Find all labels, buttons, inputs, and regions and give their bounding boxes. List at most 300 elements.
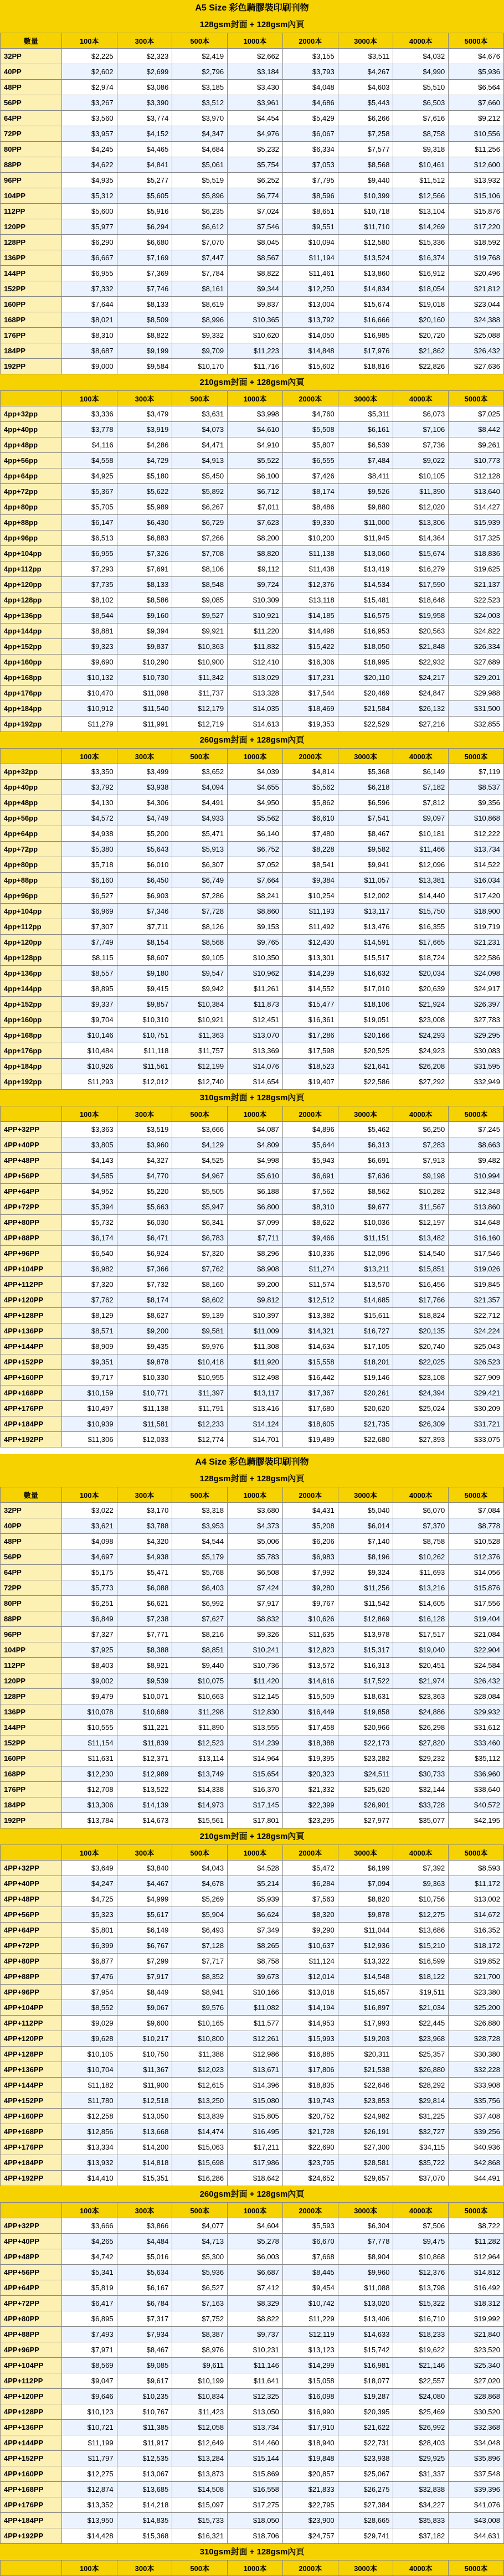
price-cell: $7,541	[338, 811, 393, 826]
price-cell: $11,221	[117, 1720, 172, 1735]
table-row	[1, 1323, 504, 1339]
price-cell: $26,132	[393, 701, 449, 717]
price-cell: $11,890	[172, 1720, 228, 1735]
table-row	[1, 1215, 504, 1230]
price-cell: $10,704	[61, 2062, 117, 2078]
price-cell: $10,418	[172, 1354, 228, 1370]
price-cell: $9,976	[172, 1339, 228, 1354]
row-label: 4pp+48pp	[1, 437, 62, 453]
price-cell: $13,067	[117, 2466, 172, 2482]
price-cell: $10,921	[172, 1012, 228, 1028]
row-label: 4PP+88PP	[1, 1230, 62, 1246]
price-cell: $8,976	[172, 2342, 228, 2358]
price-cell: $5,443	[338, 95, 393, 111]
row-label: 4PP+112PP	[1, 2373, 62, 2389]
price-cell: $22,586	[338, 1074, 393, 1090]
price-cell: $14,338	[172, 1782, 228, 1797]
price-cell: $9,105	[172, 950, 228, 966]
price-cell: $14,835	[117, 2513, 172, 2528]
header-cell: 100本	[61, 33, 117, 49]
price-cell: $12,096	[338, 1246, 393, 1261]
price-cell: $6,307	[172, 857, 228, 873]
price-cell: $7,917	[117, 1969, 172, 1985]
table-row	[1, 2327, 504, 2342]
price-cell: $17,556	[449, 1596, 504, 1611]
price-cell: $21,700	[449, 1969, 504, 1985]
price-cell: $16,098	[282, 2389, 338, 2404]
price-cell: $12,261	[228, 2031, 283, 2047]
price-cell: $9,326	[228, 1627, 283, 1642]
header-cell: 300本	[117, 2560, 172, 2576]
price-cell: $9,200	[117, 1323, 172, 1339]
price-cell: $11,229	[282, 2311, 338, 2327]
price-cell: $8,129	[61, 1308, 117, 1323]
price-cell: $27,216	[393, 717, 449, 732]
price-cell: $21,735	[338, 1416, 393, 1432]
price-cell: $8,851	[172, 1642, 228, 1658]
price-cell: $13,950	[61, 2513, 117, 2528]
price-cell: $8,310	[61, 328, 117, 343]
price-cell: $11,138	[117, 1401, 172, 1416]
price-cell: $5,622	[117, 484, 172, 499]
price-cell: $27,020	[449, 2373, 504, 2389]
table-row	[1, 1892, 504, 1907]
row-label: 4pp+136pp	[1, 608, 62, 624]
price-cell: $28,292	[393, 2078, 449, 2093]
price-cell: $3,960	[117, 1137, 172, 1153]
table-row	[1, 1689, 504, 1704]
price-cell: $32,838	[393, 2482, 449, 2497]
price-cell: $10,166	[228, 1985, 283, 2000]
header-row	[1, 749, 504, 764]
price-cell: $28,084	[449, 1689, 504, 1704]
table-row	[1, 842, 504, 857]
table-row	[1, 1658, 504, 1673]
price-cell: $9,384	[282, 873, 338, 888]
price-cell: $15,422	[282, 639, 338, 655]
price-cell: $8,758	[393, 1534, 449, 1549]
header-cell: 5000本	[449, 1487, 504, 1503]
table-row	[1, 1261, 504, 1277]
price-cell: $7,392	[393, 1861, 449, 1876]
price-cell: $3,267	[61, 95, 117, 111]
price-cell: $4,286	[117, 437, 172, 453]
price-cell: $14,076	[228, 1059, 283, 1074]
price-cell: $4,098	[61, 1534, 117, 1549]
price-cell: $31,225	[393, 2109, 449, 2124]
price-cell: $5,277	[117, 173, 172, 188]
price-cell: $5,643	[117, 842, 172, 857]
price-cell: $3,840	[117, 1861, 172, 1876]
price-cell: $26,397	[449, 997, 504, 1012]
row-label: 40PP	[1, 1518, 62, 1534]
price-cell: $14,973	[172, 1797, 228, 1813]
price-cell: $7,447	[172, 250, 228, 266]
table-row	[1, 2155, 504, 2171]
price-cell: $2,602	[61, 64, 117, 80]
price-cell: $7,426	[282, 468, 338, 484]
price-cell: $4,697	[61, 1549, 117, 1565]
price-cell: $6,493	[172, 1923, 228, 1938]
price-cell: $11,461	[282, 266, 338, 281]
header-cell: 4000本	[393, 1487, 449, 1503]
table-row	[1, 64, 504, 80]
price-cell: $4,610	[228, 422, 283, 437]
price-cell: $9,737	[228, 2327, 283, 2342]
price-cell: $7,476	[61, 1969, 117, 1985]
price-cell: $8,822	[228, 2311, 283, 2327]
price-cell: $24,584	[449, 1658, 504, 1673]
row-label: 4pp+112pp	[1, 919, 62, 935]
price-cell: $18,648	[393, 593, 449, 608]
header-cell: 5000本	[449, 1106, 504, 1122]
price-cell: $18,724	[393, 950, 449, 966]
price-cell: $6,252	[228, 173, 283, 188]
price-cell: $8,548	[172, 577, 228, 593]
price-cell: $14,834	[338, 281, 393, 297]
table-row	[1, 1580, 504, 1596]
table-row	[1, 2218, 504, 2234]
price-cell: $7,664	[228, 873, 283, 888]
price-cell: $9,198	[393, 1168, 449, 1184]
price-cell: $22,680	[338, 1432, 393, 1447]
price-cell: $9,180	[117, 966, 172, 981]
price-cell: $11,367	[117, 2062, 172, 2078]
section-title: A5 Size 彩色騎膠裝印刷刊物	[0, 0, 504, 17]
price-cell: $4,116	[61, 437, 117, 453]
price-cell: $8,569	[61, 2358, 117, 2373]
price-cell: $19,848	[282, 2451, 338, 2466]
price-cell: $14,540	[393, 1246, 449, 1261]
price-cell: $19,845	[449, 1277, 504, 1292]
price-cell: $18,050	[228, 2513, 283, 2528]
price-cell: $11,154	[61, 1735, 117, 1751]
price-table	[0, 1487, 504, 1828]
price-cell: $3,318	[172, 1503, 228, 1518]
price-cell: $17,522	[338, 1673, 393, 1689]
table-row	[1, 826, 504, 842]
header-cell: 100本	[61, 2203, 117, 2218]
price-cell: $12,275	[61, 2466, 117, 2482]
header-cell: 5000本	[449, 1845, 504, 1861]
price-cell: $5,819	[61, 2280, 117, 2296]
price-cell: $12,014	[282, 1969, 338, 1985]
price-cell: $11,342	[172, 670, 228, 686]
row-label: 4PP+128PP	[1, 2404, 62, 2420]
price-cell: $10,170	[172, 359, 228, 374]
row-label: 4PP+144PP	[1, 2435, 62, 2451]
table-row	[1, 1813, 504, 1828]
price-cell: $14,056	[449, 1565, 504, 1580]
price-cell: $17,976	[338, 343, 393, 359]
price-cell: $14,648	[449, 1215, 504, 1230]
price-cell: $4,373	[228, 1518, 283, 1534]
price-cell: $13,020	[338, 2296, 393, 2311]
price-cell: $13,522	[117, 1782, 172, 1797]
row-label: 4PP+192PP	[1, 1432, 62, 1447]
price-cell: $3,155	[282, 49, 338, 64]
table-row	[1, 1720, 504, 1735]
price-cell: $7,317	[117, 2311, 172, 2327]
price-cell: $9,440	[172, 1658, 228, 1673]
price-cell: $9,085	[117, 2358, 172, 2373]
header-cell-empty	[1, 2560, 62, 2576]
price-cell: $10,105	[61, 2047, 117, 2062]
price-cell: $14,522	[449, 857, 504, 873]
price-cell: $14,185	[282, 608, 338, 624]
price-cell: $19,768	[449, 250, 504, 266]
price-cell: $13,004	[282, 297, 338, 312]
header-row	[1, 2203, 504, 2218]
price-cell: $31,612	[449, 1720, 504, 1735]
price-cell: $16,985	[338, 328, 393, 343]
price-cell: $12,523	[172, 1735, 228, 1751]
table-row	[1, 1137, 504, 1153]
price-cell: $3,430	[228, 80, 283, 95]
price-cell: $4,725	[61, 1892, 117, 1907]
header-cell: 500本	[172, 1106, 228, 1122]
price-cell: $8,822	[117, 328, 172, 343]
price-cell: $13,322	[338, 1954, 393, 1969]
price-cell: $8,552	[61, 2000, 117, 2016]
price-cell: $9,435	[117, 1339, 172, 1354]
price-cell: $6,417	[61, 2296, 117, 2311]
price-cell: $24,217	[393, 670, 449, 686]
section-title: A4 Size 彩色騎膠裝印刷刊物	[0, 1454, 504, 1471]
price-cell: $23,380	[449, 1985, 504, 2000]
price-cell: $26,298	[393, 1720, 449, 1735]
header-cell: 2000本	[282, 33, 338, 49]
price-cell: $44,491	[449, 2171, 504, 2186]
row-label: 4PP+40PP	[1, 1876, 62, 1892]
price-cell: $3,022	[61, 1503, 117, 1518]
row-label: 4pp+96pp	[1, 530, 62, 546]
price-cell: $5,522	[228, 453, 283, 468]
price-cell: $14,239	[282, 966, 338, 981]
table-row	[1, 1766, 504, 1782]
price-cell: $13,352	[61, 2497, 117, 2513]
row-label: 4pp+120pp	[1, 577, 62, 593]
price-cell: $8,908	[228, 1261, 283, 1277]
price-cell: $5,773	[61, 1580, 117, 1596]
price-cell: $18,642	[228, 2171, 283, 2186]
price-cell: $17,801	[228, 1813, 283, 1828]
price-cell: $13,668	[117, 2124, 172, 2140]
header-cell: 5000本	[449, 2560, 504, 2576]
price-cell: $20,740	[393, 1339, 449, 1354]
price-cell: $6,088	[117, 1580, 172, 1596]
price-cell: $31,595	[449, 1059, 504, 1074]
price-cell: $12,430	[282, 935, 338, 950]
price-cell: $42,868	[449, 2155, 504, 2171]
price-cell: $7,992	[282, 1565, 338, 1580]
price-cell: $4,247	[61, 1876, 117, 1892]
price-cell: $6,294	[117, 219, 172, 235]
price-cell: $5,936	[449, 64, 504, 80]
price-cell: $3,788	[117, 1518, 172, 1534]
price-cell: $23,938	[338, 2451, 393, 2466]
price-cell: $7,163	[172, 2296, 228, 2311]
price-cell: $9,942	[172, 981, 228, 997]
header-cell: 300本	[117, 2203, 172, 2218]
row-label: 4PP+152PP	[1, 1354, 62, 1370]
price-cell: $26,432	[449, 1673, 504, 1689]
price-cell: $2,796	[172, 64, 228, 80]
price-cell: $7,623	[228, 515, 283, 530]
table-row	[1, 126, 504, 142]
price-cell: $5,593	[282, 2218, 338, 2234]
table-row	[1, 1565, 504, 1580]
price-cell: $19,958	[393, 608, 449, 624]
price-cell: $12,096	[393, 857, 449, 873]
price-cell: $24,923	[393, 1043, 449, 1059]
price-cell: $12,964	[449, 2249, 504, 2265]
price-cell: $7,563	[282, 1892, 338, 1907]
price-cell: $20,323	[282, 1766, 338, 1782]
price-cell: $8,941	[172, 1985, 228, 2000]
price-cell: $16,279	[393, 561, 449, 577]
price-cell: $8,596	[282, 188, 338, 204]
price-cell: $12,233	[172, 1416, 228, 1432]
price-cell: $23,853	[338, 2093, 393, 2109]
price-cell: $12,023	[172, 2062, 228, 2078]
row-label: 4pp+104pp	[1, 546, 62, 561]
price-cell: $8,161	[172, 281, 228, 297]
price-cell: $9,611	[172, 2358, 228, 2373]
price-cell: $24,822	[449, 624, 504, 639]
price-cell: $14,613	[228, 717, 283, 732]
price-cell: $7,480	[282, 826, 338, 842]
row-label: 168PP	[1, 1766, 62, 1782]
table-row	[1, 811, 504, 826]
price-cell: $13,029	[228, 670, 283, 686]
price-cell: $16,374	[393, 250, 449, 266]
table-row	[1, 919, 504, 935]
price-cell: $21,862	[393, 343, 449, 359]
row-label: 4PP+136PP	[1, 1323, 62, 1339]
row-label: 4PP+184PP	[1, 1416, 62, 1432]
price-cell: $7,746	[117, 281, 172, 297]
price-cell: $13,792	[282, 312, 338, 328]
price-cell: $4,622	[61, 157, 117, 173]
price-cell: $8,557	[61, 966, 117, 981]
row-label: 4PP+32PP	[1, 1861, 62, 1876]
price-cell: $19,203	[338, 2031, 393, 2047]
price-cell: $27,977	[338, 1813, 393, 1828]
price-cell: $7,506	[393, 2218, 449, 2234]
price-cell: $19,146	[338, 1370, 393, 1385]
price-cell: $16,034	[449, 873, 504, 888]
price-cell: $9,717	[61, 1370, 117, 1385]
price-cell: $21,812	[449, 281, 504, 297]
price-cell: $13,117	[338, 904, 393, 919]
row-label: 4pp+184pp	[1, 701, 62, 717]
price-cell: $9,941	[338, 857, 393, 873]
row-label: 192PP	[1, 359, 62, 374]
price-cell: $17,420	[449, 888, 504, 904]
price-cell: $22,731	[338, 2435, 393, 2451]
price-cell: $14,812	[449, 2265, 504, 2280]
price-cell: $10,900	[172, 655, 228, 670]
price-cell: $11,757	[172, 1043, 228, 1059]
price-cell: $13,381	[393, 873, 449, 888]
price-cell: $9,200	[228, 1277, 283, 1292]
price-cell: $10,955	[172, 1370, 228, 1385]
price-cell: $8,115	[61, 950, 117, 966]
price-cell: $34,227	[393, 2497, 449, 2513]
row-label: 112PP	[1, 1658, 62, 1673]
price-cell: $14,616	[282, 1673, 338, 1689]
table-row	[1, 2466, 504, 2482]
price-cell: $10,868	[449, 811, 504, 826]
row-label: 136PP	[1, 1704, 62, 1720]
header-cell-empty	[1, 1845, 62, 1861]
table-row	[1, 1534, 504, 1549]
price-cell: $11,172	[449, 1876, 504, 1892]
price-cell: $3,961	[228, 95, 283, 111]
price-cell: $13,250	[172, 2093, 228, 2109]
price-cell: $29,421	[449, 1385, 504, 1401]
price-cell: $13,476	[338, 919, 393, 935]
price-cell: $11,920	[228, 1354, 283, 1370]
price-cell: $28,868	[449, 2389, 504, 2404]
header-cell: 5000本	[449, 2203, 504, 2218]
price-cell: $5,600	[61, 204, 117, 219]
price-cell: $3,680	[228, 1503, 283, 1518]
price-cell: $10,363	[172, 639, 228, 655]
price-cell: $6,073	[393, 406, 449, 422]
price-cell: $16,370	[228, 1782, 283, 1797]
table-row	[1, 250, 504, 266]
table-row	[1, 624, 504, 639]
price-cell: $10,773	[449, 453, 504, 468]
price-cell: $12,145	[228, 1689, 283, 1704]
block-title: 260gsm封面 + 128gsm內頁	[0, 2186, 504, 2202]
table-row	[1, 2234, 504, 2249]
row-label: 4pp+32pp	[1, 406, 62, 422]
price-cell: $10,078	[61, 1704, 117, 1720]
block-title: 310gsm封面 + 128gsm內頁	[0, 1090, 504, 1106]
table-row	[1, 1184, 504, 1199]
price-cell: $7,795	[282, 173, 338, 188]
price-cell: $29,232	[393, 1751, 449, 1766]
price-cell: $4,558	[61, 453, 117, 468]
price-cell: $8,602	[172, 1292, 228, 1308]
header-cell: 300本	[117, 749, 172, 764]
price-cell: $11,261	[228, 981, 283, 997]
price-cell: $20,451	[393, 1658, 449, 1673]
row-label: 152PP	[1, 281, 62, 297]
price-cell: $8,296	[228, 1246, 283, 1261]
price-cell: $15,097	[172, 2497, 228, 2513]
price-cell: $13,685	[117, 2482, 172, 2497]
row-label: 4PP+72PP	[1, 1199, 62, 1215]
price-cell: $6,508	[228, 1565, 283, 1580]
price-cell: $4,678	[172, 1876, 228, 1892]
header-cell: 300本	[117, 391, 172, 406]
price-cell: $9,047	[61, 2373, 117, 2389]
price-cell: $7,140	[338, 1534, 393, 1549]
price-cell: $7,366	[117, 1261, 172, 1277]
price-cell: $8,586	[117, 593, 172, 608]
price-cell: $19,852	[449, 1954, 504, 1969]
price-cell: $14,591	[338, 935, 393, 950]
table-row	[1, 1503, 504, 1518]
table-row	[1, 142, 504, 157]
table-row	[1, 950, 504, 966]
price-cell: $11,397	[172, 1385, 228, 1401]
price-cell: $5,214	[228, 1876, 283, 1892]
